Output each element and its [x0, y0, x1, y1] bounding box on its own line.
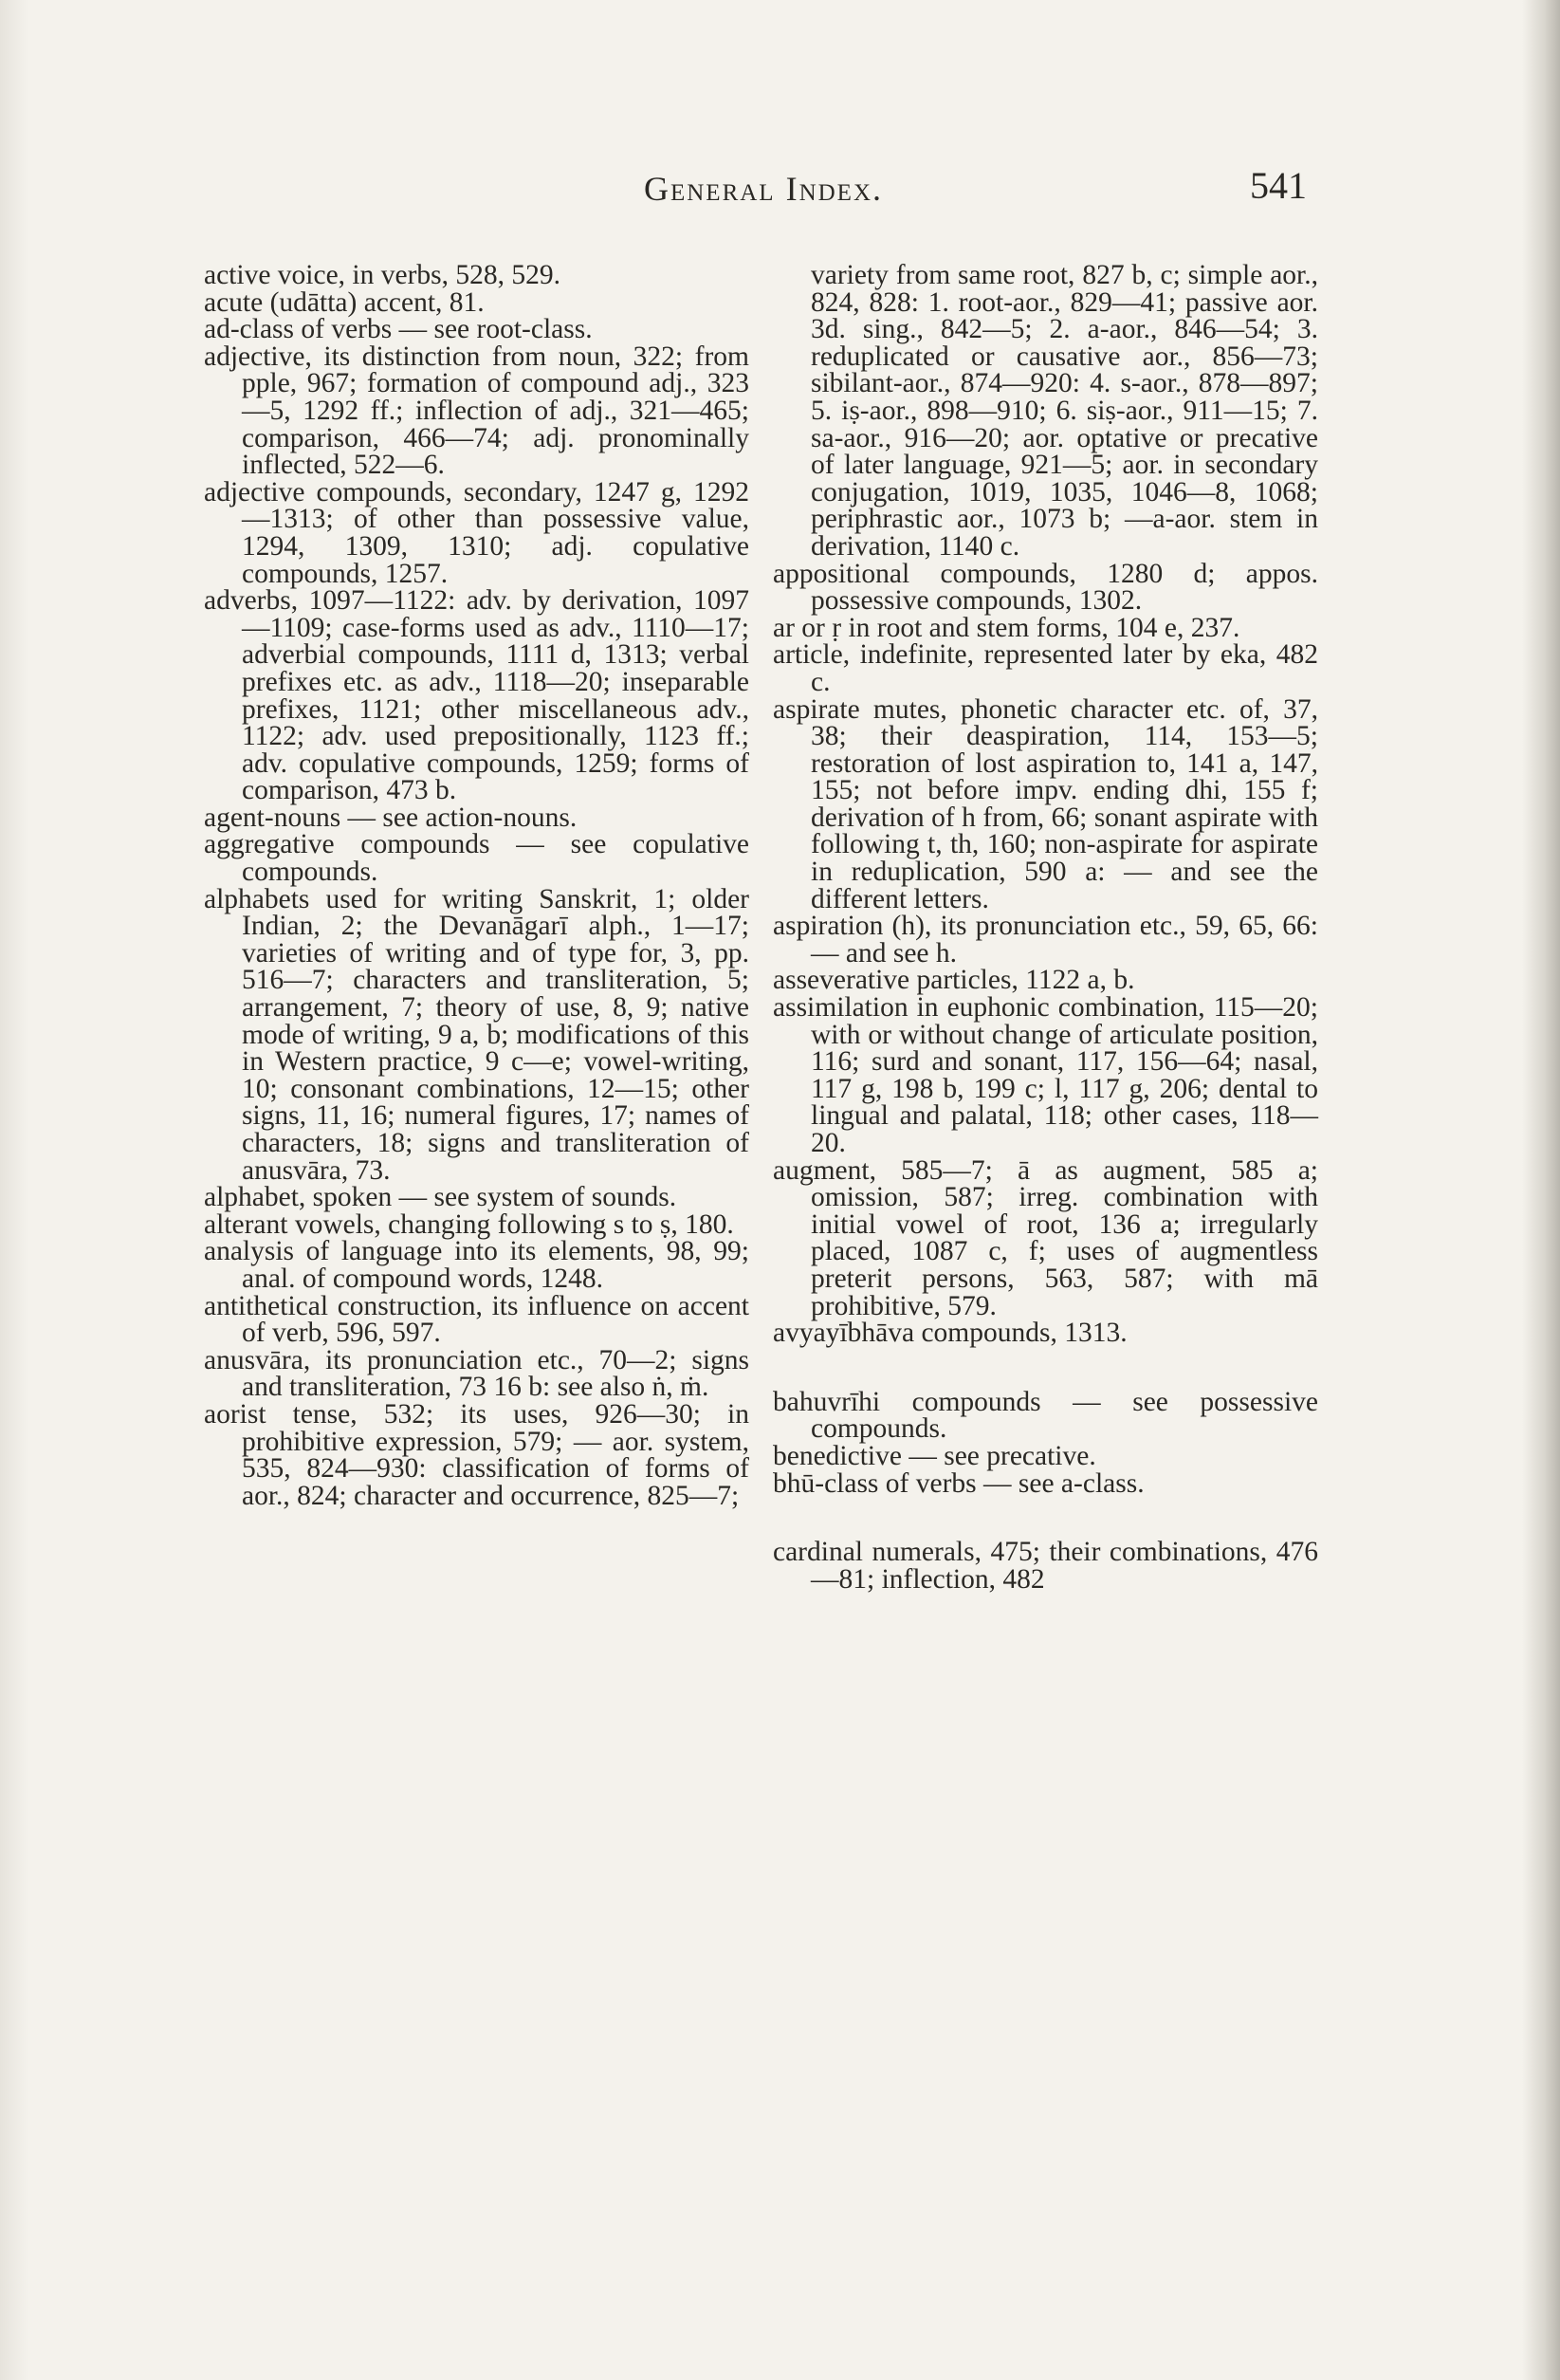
index-entry: alphabet, spoken — see system of sounds.: [204, 1182, 677, 1213]
index-column-right: [773, 262, 1318, 1593]
index-entry: appositional compounds, 1280 d; appos. possessive compounds, 1302.: [773, 558, 1318, 617]
index-entry: variety from same root, 827 b, c; simple aor., 824, 828: 1. root-aor., 829—41; passive aor. 3d. sing., 842—5; 2. a-aor., 846—54; 3. reduplicated or causative aor., 856—73; sibilant-aor., 874—920: 4. s-aor., 878—897; 5. iṣ-aor., 898—910; 6. siṣ-aor., 911—15; 7. sa-aor., 916—20; aor. optative or precative of later language, 921—5; aor. in secondary conjugation, 1019, 1035, 1046—8, 1068; periphrastic aor., 1073 b; —a-aor. stem in derivation, 1140 c.: [811, 260, 1318, 562]
index-entry: antithetical construction, its influence on accent of verb, 596, 597.: [204, 1290, 749, 1349]
index-entry: bhū-class of verbs — see a-class.: [773, 1467, 1145, 1499]
page-number: 541: [1250, 164, 1307, 207]
index-entry: augment, 585—7; ā as augment, 585 a; omission, 587; irreg. combination with initial vowel of root, 136 a; irregularly placed, 1087 c, f; uses of augmentless preterit persons, 563, 587; with mā prohibitive, 579.: [773, 1154, 1318, 1321]
index-entry: article, indefinite, represented later by eka, 482 c.: [773, 639, 1318, 697]
page-edge-shadow-left: [0, 0, 28, 2380]
index-entry: bahuvrīhi compounds — see possessive compounds.: [773, 1386, 1318, 1445]
index-entry: alterant vowels, changing following s to ṣ, 180.: [204, 1208, 734, 1240]
index-entry: benedictive — see precative.: [773, 1440, 1096, 1471]
index-entry: asseverative particles, 1122 a, b.: [773, 965, 1135, 996]
page-edge-shadow-right: [1522, 0, 1560, 2380]
index-entry: assimilation in euphonic combination, 115—20; with or without change of articulate position, 116; surd and sonant, 117, 156—64; nasal, 117 g, 198 b, 199 c; l, 117 g, 206; dental to lingual and palatal, 118; other cases, 118—20.: [773, 992, 1318, 1158]
index-entry: alphabets used for writing Sanskrit, 1; older Indian, 2; the Devanāgarī alph., 1—17; varieties of writing and of type for, 3, pp. 516—7; characters and transliteration, 5; arrangement, 7; theory of use, 8, 9; native mode of writing, 9 a, b; modifications of this in Western practice, 9 c—e; vowel-writing, 10; consonant combinations, 12—15; other signs, 11, 16; numeral figures, 17; names of characters, 18; signs and transliteration of anusvāra, 73.: [204, 883, 749, 1186]
index-entry: active voice, in verbs, 528, 529.: [204, 260, 561, 290]
index-entry: adjective, its distinction from noun, 322; from pple, 967; formation of compound adj., 323—5, 1292 ff.; inflection of adj., 321—465; comparison, 466—74; adj. pronominally inflected, 522—6.: [204, 341, 749, 481]
index-entry: analysis of language into its elements, 98, 99; anal. of compound words, 1248.: [204, 1236, 749, 1294]
index-entry: agent-nouns — see action-nouns.: [204, 802, 578, 833]
index-entry: aggregative compounds — see copulative compounds.: [204, 829, 749, 888]
index-entry: ar or ṛ in root and stem forms, 104 e, 237.: [773, 612, 1240, 643]
index-entry: aorist tense, 532; its uses, 926—30; in prohibitive expression, 579; — aor. system, 535, 824—930: classification of forms of aor., 824; character and occurrence, 825—7;: [204, 1398, 749, 1511]
index-entry: anusvāra, its pronunciation etc., 70—2; signs and transliteration, 73 16 b: see also ṅ, ṁ.: [204, 1344, 749, 1403]
index-entry: acute (udātta) accent, 81.: [204, 286, 485, 318]
index-entry: adverbs, 1097—1122: adv. by derivation, 1097—1109; case-forms used as adv., 1110—17; adverbial compounds, 1111 d, 1313; verbal prefixes etc. as adv., 1118—20; inseparable prefixes, 1121; other miscellaneous adv., 1122; adv. used prepositionally, 1123 ff.; adv. copulative compounds, 1259; forms of comparison, 473 b.: [204, 585, 749, 806]
index-entry: avyayībhāva compounds, 1313.: [773, 1318, 1128, 1349]
index-entry: cardinal numerals, 475; their combinations, 476—81; inflection, 482: [773, 1537, 1318, 1595]
index-entry: aspiration (h), its pronunciation etc., 59, 65, 66: — and see h.: [773, 911, 1318, 969]
index-entry: ad-class of verbs — see root-class.: [204, 314, 593, 345]
index-entry: aspirate mutes, phonetic character etc. of, 37, 38; their deaspiration, 114, 153—5; restoration of lost aspiration to, 141 a, 147, 155; not before impv. ending dhi, 155 f; derivation of h from, 66; sonant aspirate with following t, th, 160; non-aspirate for aspirate in reduplication, 590 a: — and see the different letters.: [773, 693, 1318, 914]
index-column-left: [204, 262, 749, 1509]
index-entry: adjective compounds, secondary, 1247 g, 1292—1313; of other than possessive value, 1294, 1309, 1310; adj. copulative compounds, 1257.: [204, 476, 749, 589]
running-header-title: General Index.: [643, 170, 884, 208]
